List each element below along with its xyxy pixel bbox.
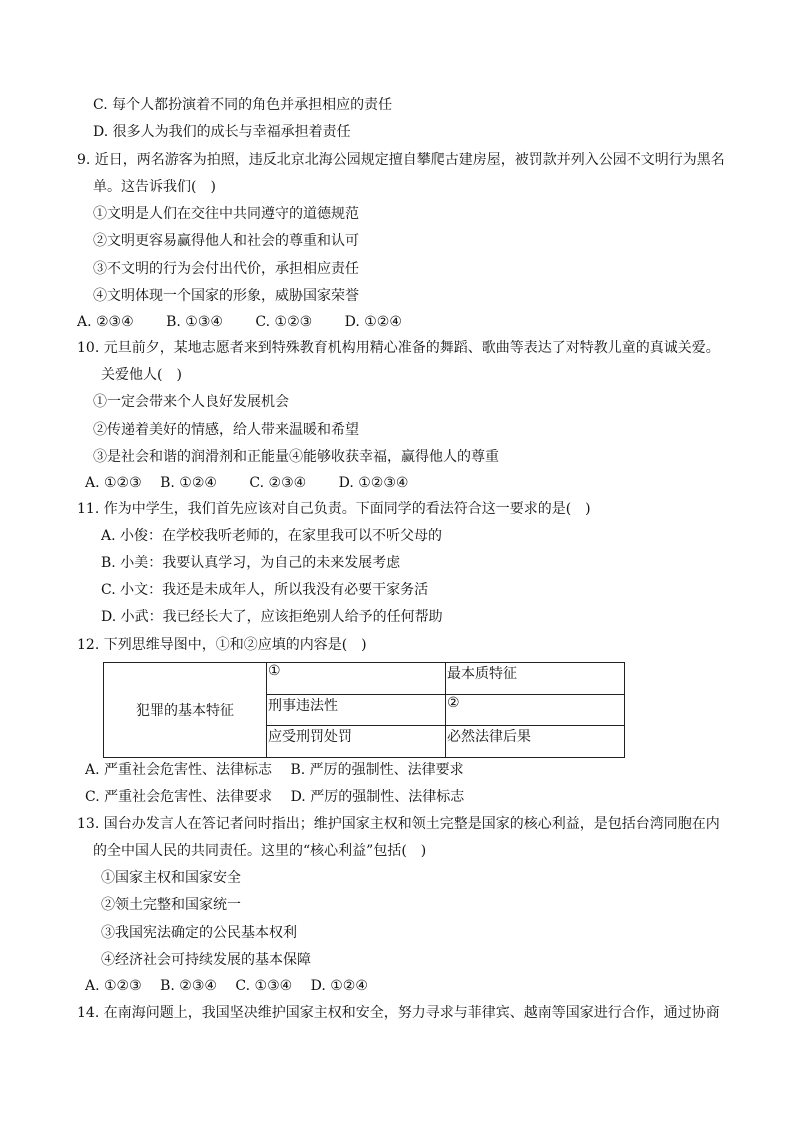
q12-choices-cd: C. 严重社会危害性、法律要求 D. 严厉的强制性、法律标志 <box>85 789 465 805</box>
q8-option-d: D. 很多人为我们的成长与幸福承担着责任 <box>93 124 351 140</box>
q10-item-2: ②传递着美好的情感，给人带来温暖和希望 <box>93 422 359 438</box>
q9-choices: A. ②③④ B. ①③④ C. ①②③ D. ①②④ <box>77 314 402 330</box>
q13-stem-cont: 的全中国人民的共同责任。这里的“核心利益”包括( ) <box>93 843 427 859</box>
q13-item-1: ①国家主权和国家安全 <box>101 870 241 886</box>
q9-item-4: ④文明体现一个国家的形象，威胁国家荣誉 <box>93 288 359 304</box>
q13-choices: A. ①②③ B. ②③④ C. ①③④ D. ①②④ <box>85 978 368 994</box>
q13-item-3: ③我国宪法确定的公民基本权利 <box>101 925 297 941</box>
q11-option-c: C. 小文：我还是未成年人，所以我没有必要干家务活 <box>101 582 429 598</box>
mindmap-cell: 必然法律后果 <box>446 726 625 758</box>
q9-stem: 9. 近日，两名游客为拍照，违反北京北海公园规定擅自攀爬古建房屋，被罚款并列入公园不文明行为黑名 <box>77 152 725 168</box>
q9-item-2: ②文明更容易赢得他人和社会的尊重和认可 <box>93 233 359 249</box>
q10-choices: A. ①②③ B. ①②④ C. ②③④ D. ①②③④ <box>85 475 409 491</box>
q11-stem: 11. 作为中学生，我们首先应该对自己负责。下面同学的看法符合这一要求的是( ) <box>77 501 591 517</box>
q12-choices-ab: A. 严重社会危害性、法律标志 B. 严厉的强制性、法律要求 <box>85 762 464 778</box>
q11-option-b: B. 小美：我要认真学习，为自己的未来发展考虑 <box>101 555 401 571</box>
q13-item-4: ④经济社会可持续发展的基本保障 <box>101 952 311 968</box>
mindmap-root: 犯罪的基本特征 <box>104 663 267 758</box>
q10-item-1: ①一定会带来个人良好发展机会 <box>93 394 289 410</box>
mindmap-cell: ① <box>267 663 446 695</box>
q13-stem: 13. 国台办发言人在答记者问时指出；维护国家主权和领土完整是国家的核心利益，是包括台湾同胞在内 <box>77 816 720 832</box>
q9-item-3: ③不文明的行为会付出代价，承担相应责任 <box>93 261 359 277</box>
mindmap-cell: ② <box>446 694 625 726</box>
mindmap-cell: 刑事违法性 <box>267 694 446 726</box>
q14-stem: 14. 在南海问题上，我国坚决维护国家主权和安全，努力寻求与菲律宾、越南等国家进行合作，通过协商 <box>77 1005 720 1021</box>
q9-item-1: ①文明是人们在交往中共同遵守的道德规范 <box>93 206 359 222</box>
q11-option-d: D. 小武：我已经长大了，应该拒绝别人给予的任何帮助 <box>101 609 443 625</box>
q8-option-c: C. 每个人都扮演着不同的角色并承担相应的责任 <box>93 97 393 113</box>
q10-stem-cont: 关爱他人( ) <box>101 367 182 383</box>
q9-stem-cont: 单。这告诉我们( ) <box>93 179 216 195</box>
mindmap-cell: 应受刑罚处罚 <box>267 726 446 758</box>
q10-stem: 10. 元旦前夕，某地志愿者来到特殊教育机构用精心准备的舞蹈、歌曲等表达了对特教儿童的真诚关爱。 <box>77 340 720 356</box>
q12-stem: 12. 下列思维导图中，①和②应填的内容是( ) <box>77 637 367 653</box>
q10-item-3-4: ③是社会和谐的润滑剂和正能量④能够收获幸福，赢得他人的尊重 <box>93 449 499 465</box>
crime-features-mindmap <box>103 662 625 758</box>
q13-item-2: ②领土完整和国家统一 <box>101 897 241 913</box>
q11-option-a: A. 小俊：在学校我听老师的，在家里我可以不听父母的 <box>101 528 443 544</box>
mindmap-cell: 最本质特征 <box>446 663 625 695</box>
